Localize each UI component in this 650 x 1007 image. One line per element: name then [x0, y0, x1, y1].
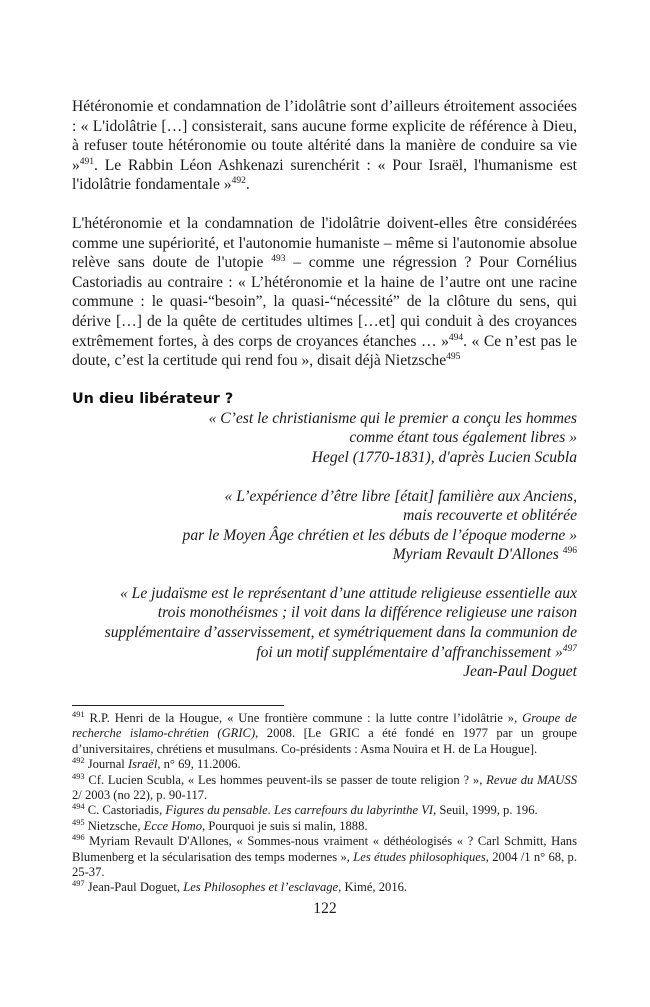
footnote-title: Groupe de recherche islamo-chrétien (GRIC): [72, 711, 577, 741]
footnote-text: C. Castoriadis,: [84, 803, 166, 818]
footnote-ref-493[interactable]: 493: [271, 254, 286, 265]
footnote-title: Figures du pensable. Les carrefours du labyrinthe VI: [165, 803, 434, 818]
epigraph-line: « Le judaïsme est le représentant d’une attitude religieuse essentielle aux: [119, 584, 577, 602]
paragraph-text: . « Ce n’est pas le doute, c’est la certitude qui rend fou », disait déjà Nietzsche: [72, 332, 577, 370]
footnote-title: Revue du MAUSS: [486, 772, 577, 787]
footnote-text: , Pourquoi je suis si malin, 1888.: [202, 818, 368, 833]
footnote-number: 495: [72, 817, 85, 827]
footnote-text: Myriam Revault D'Allones, « Sommes-nous vraiment « déthéologisés « ? Carl Schmitt, Hans Blumenberg et la sécularisation des temps modernes »,: [72, 834, 577, 864]
epigraph-line: « C’est le christianisme qui le premier a conçu les hommes: [208, 409, 577, 427]
section-heading: Un dieu libérateur ?: [72, 390, 234, 407]
footnote-ref-492[interactable]: 492: [231, 176, 246, 187]
epigraph-doguet: [72, 584, 577, 682]
epigraph-line: supplémentaire d’asservissement, et symétriquement dans la communion de: [104, 624, 577, 642]
epigraph-line: mais recouverte et oblitérée: [403, 507, 577, 525]
footnote-title: Ecce Homo: [143, 818, 203, 833]
footnote-text: Cf. Lucien Scubla, « Les hommes peuvent-ils se passer de toute religion ? »,: [84, 772, 487, 787]
paragraph-text: Hétéronomie et condamnation de l’idolâtrie sont d’ailleurs étroitement associées : « L'idolâtrie […] consisterait, sans aucune forme explicite de référence à Dieu, à refuser toute hétéronomie ou toute altérité dans la manière de conduire sa vie »: [72, 98, 577, 174]
footnotes: [72, 711, 577, 896]
epigraph-hegel: [72, 409, 577, 468]
footnote-text: , 2008. [Le GRIC a été fondé en 1977 par un groupe d’universitaires, chrétiens et musulmans. Co-présidents : Asma Nouira et H. de La Hougue].: [72, 726, 577, 756]
footnote-number: 496: [72, 833, 85, 843]
footnote-492: [72, 757, 577, 772]
footnote-number: 491: [72, 710, 85, 719]
epigraph-line: [72, 643, 577, 663]
paragraph-text: . Le Rabbin Léon Ashkenazi surenchérit : « Pour Israël, l'humanisme est l'idolâtrie fondamentale »: [72, 156, 577, 194]
page-body: [72, 97, 577, 682]
footnote-text: , Seuil, 1999, p. 196.: [433, 803, 538, 818]
footnote-number: 497: [72, 879, 85, 889]
epigraph-text: [72, 409, 577, 468]
footnote-494: [72, 803, 577, 818]
footnote-ref-495[interactable]: 495: [446, 352, 461, 363]
footnote-496: [72, 834, 577, 880]
epigraph-author: Myriam Revault D'Allones: [392, 546, 563, 564]
footnote-495: [72, 819, 577, 834]
footnote-ref-496[interactable]: 496: [562, 546, 577, 557]
footnote-ref-494[interactable]: 494: [448, 332, 464, 343]
epigraph-attribution: [72, 545, 577, 565]
footnote-number: 494: [72, 802, 85, 812]
footnote-text: R.P. Henri de la Hougue, « Une frontière commune : la lutte contre l’idolâtrie »,: [84, 711, 523, 725]
footnote-title: Les Philosophes et l’esclavage: [183, 880, 339, 895]
footnote-text: , n° 69, 11.2006.: [157, 757, 241, 772]
footnote-491: [72, 711, 577, 757]
footnote-text: , Kimé, 2016.: [338, 880, 408, 895]
footnote-text: Jean-Paul Doguet,: [84, 880, 184, 895]
epigraph-line: « L’expérience d’être libre [était] familière aux Anciens,: [224, 487, 577, 505]
footnote-ref-497[interactable]: 497: [562, 643, 577, 654]
epigraph-line: trois monothéismes ; il voit dans la différence religieuse une raison: [157, 604, 577, 622]
footnote-text: 2/ 2003 (no 22), p. 90-117.: [72, 788, 208, 803]
page-number: 122: [313, 900, 337, 917]
paragraph-text: – comme une régression ? Pour Cornélius Castoriadis au contraire : « L’hétéronomie et la haine de l’autre ont une racine commune : le quasi-“besoin”, la quasi-“nécessité” de la clôture du sens, qui dérive […] de la quête de certitudes ultimes […et] qui conduit à des croyances extrêmement fortes, à des corps de croyances étanches … »: [72, 254, 578, 350]
epigraph-revault: [72, 487, 577, 565]
footnote-title: Israël: [127, 757, 158, 772]
epigraph-attribution: Jean-Paul Doguet: [463, 663, 577, 681]
epigraph-text: [72, 487, 577, 565]
footnote-number: 492: [72, 756, 85, 766]
footnote-text: Journal: [84, 757, 128, 772]
epigraph-line-text: foi un motif supplémentaire d’affranchissement »: [256, 643, 563, 661]
footnote-text: , 2004 /1 n° 68, p. 25-37.: [72, 849, 577, 880]
footnote-title: Les études philosophiques: [353, 849, 486, 864]
paragraph-text: L'hétéronomie et la condamnation de l'idolâtrie doivent-elles être considérées comme une supériorité, et l'autonomie humaniste – même si l'autonomie absolue relève sans doute de l'utopie: [72, 214, 577, 272]
footnote-separator: [72, 705, 284, 706]
epigraph-line: par le Moyen Âge chrétien et les débuts de l’époque moderne »: [182, 526, 577, 544]
footnote-number: 493: [72, 771, 85, 781]
epigraph-line: comme étant tous également libres »: [349, 429, 577, 447]
footnote-497: [72, 880, 577, 895]
footnote-text: Nietzsche,: [84, 818, 144, 833]
footnote-ref-491[interactable]: 491: [79, 156, 95, 167]
footnote-493: [72, 773, 577, 804]
paragraph-text: .: [245, 176, 250, 194]
paragraph-heteronomie: [72, 97, 577, 195]
epigraph-text: [72, 584, 577, 682]
paragraph-autonomie: [72, 214, 577, 371]
epigraph-attribution: Hegel (1770-1831), d'après Lucien Scubla: [311, 448, 577, 466]
